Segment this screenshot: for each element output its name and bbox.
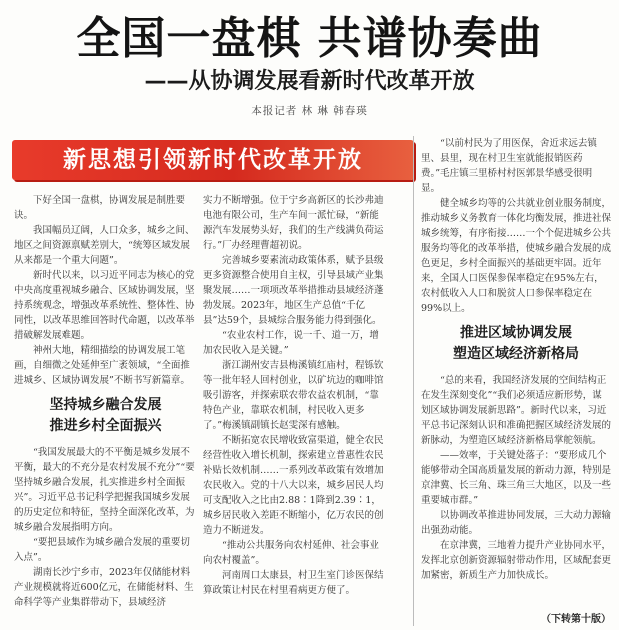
paragraph: “以前村民为了用医保，舍近求远去镇里、县里，现在村卫生室就能报销医药费。”毛庄镇三里桥村村医郭景华感受很明显。 — [421, 138, 597, 194]
paragraph: 浙江湖州安吉县梅溪镇红庙村，程铄钦等一批年轻人回村创业，以矿坑边的咖啡馆吸引游客，并探索联农带农益农机制，“靠特色产业，靠联农机制，村民收入更多了。”梅溪镇副镇长赵雯深有感触。 — [203, 360, 384, 431]
section-title-line: 坚持城乡融合发展 — [49, 397, 162, 413]
article-column-1 — [14, 193, 197, 610]
paragraph: 在京津冀，三地着力提升产业协同水平，发挥北京创新资源辐射带动作用，区域配套更加紧密，新质生产力加快成长。 — [421, 540, 612, 581]
headline: 全国一盘棋 共谱协奏曲 — [76, 13, 543, 64]
paragraph: 以协调改革推进协同发展，三大动力源输出强劲动能。 — [421, 510, 612, 536]
section-title-line: 推进乡村全面振兴 — [49, 418, 162, 434]
column-divider — [413, 136, 414, 626]
paragraph: 完善城乡要素流动政策体系，赋予县级更多资源整合使用自主权，引导县域产业集聚发展……一项项改革举措推动县域经济蓬勃发展。2023年，地区生产总值“千亿县”达59个，县城综合服务能力得到强化。 — [203, 255, 384, 326]
paragraph: 不断拓宽农民增收致富渠道，健全农民经营性收入增长机制，探索建立普惠性农民补贴长效机制……一系列改革政策有效增加农民收入。党的十八大以来，城乡居民人均可支配收入之比由2.88∶1降到2.39∶1，城乡居民收入差距不断缩小，亿万农民的创造力不断迸发。 — [203, 435, 384, 536]
byline: 本报记者 林 琳 韩春瑛 — [251, 105, 368, 117]
paragraph: 河南周口太康县，村卫生室门诊医保结算政策让村民在村里看病更方便了。 — [203, 570, 384, 596]
paragraph: “总的来看，我国经济发展的空间结构正在发生深刻变化”“我们必须适应新形势，谋划区域协调发展新思路”。新时代以来，习近平总书记深刻认识和准确把握区域经济发展的新脉动，为塑造区域经济新格局掌舵领航。 — [421, 375, 612, 446]
paragraph: 湖南长沙宁乡市，2023年仅储能材料产业规模就将近600亿元，在储能材料、生命科学等产业集群带动下，县域经济 — [14, 567, 194, 608]
paragraph: “我国发展最大的不平衡是城乡发展不平衡，最大的不充分是农村发展不充分”“要坚持城乡融合发展，扎实推进乡村全面振兴”。习近平总书记科学把握我国城乡发展的历史定位和特征，坚持全面深化改革，为城乡融合发展指明方向。 — [14, 447, 195, 533]
paragraph: “农业农村工作，说一千、道一万，增加农民收入是关键。” — [203, 330, 379, 356]
paragraph: 下好全国一盘棋，协调发展是制胜要诀。 — [14, 195, 186, 221]
section-title-regional — [421, 323, 611, 365]
article-column-3 — [421, 136, 611, 583]
paragraph: 我国幅员辽阔，人口众多，城乡之间、地区之间资源禀赋差别大，“统筹区域发展从来都是一个重大问题”。 — [14, 225, 195, 266]
paragraph: “推动公共服务向农村延伸、社会事业向农村覆盖”。 — [203, 540, 379, 566]
section-title-line: 推进区域协调发展 — [460, 325, 572, 341]
banner-title: 新思想引领新时代改革开放 — [63, 147, 363, 173]
banner — [12, 140, 414, 180]
paragraph: 实力不断增强。位于宁乡高新区的长沙弗迪电池有限公司，生产车间一派忙碌，“新能源汽车发展势头好，我们的生产线满负荷运行。”厂办经理曹超初说。 — [203, 195, 384, 251]
continued-on-page-note: （下转第十版） — [537, 610, 611, 625]
paragraph: “要把县域作为城乡融合发展的重要切入点”。 — [14, 537, 190, 563]
subheadline: ——从协调发展看新时代改革开放 — [144, 69, 475, 94]
article-column-2 — [203, 193, 386, 598]
paragraph: ——效率，于关键处落子：“要形成几个能够带动全国高质量发展的新动力源，特别是京津冀、长三角、珠三角三大地区，以及一些重要城市群。” — [421, 450, 612, 506]
section-title-rural — [14, 395, 197, 437]
paragraph: 神州大地，精细描绘的协调发展工笔画，自细微之处延伸至广袤领域，“全面推进城乡、区域协调发展”不断书写新篇章。 — [14, 345, 190, 386]
paragraph: 健全城乡均等的公共就业创业服务制度，推动城乡义务教育一体化均衡发展，推进社保城乡统筹，有序衔接……一个个促进城乡公共服务均等化的改革举措，使城乡融合发展的成色更足，乡村全面振兴的基础更牢固。近年来，全国人口医保参保率稳定在95%左右，农村低收入人口和脱贫人口参保率稳定在99%以上。 — [421, 198, 612, 314]
section-title-line: 塑造区域经济新格局 — [453, 346, 579, 362]
paragraph: 新时代以来，以习近平同志为核心的党中央高度重视城乡融合、区域协调发展，坚持系统观念，增强改革系统性、整体性、协同性，以改革思维回答时代命题，以改革举措破解发展难题。 — [14, 270, 195, 341]
